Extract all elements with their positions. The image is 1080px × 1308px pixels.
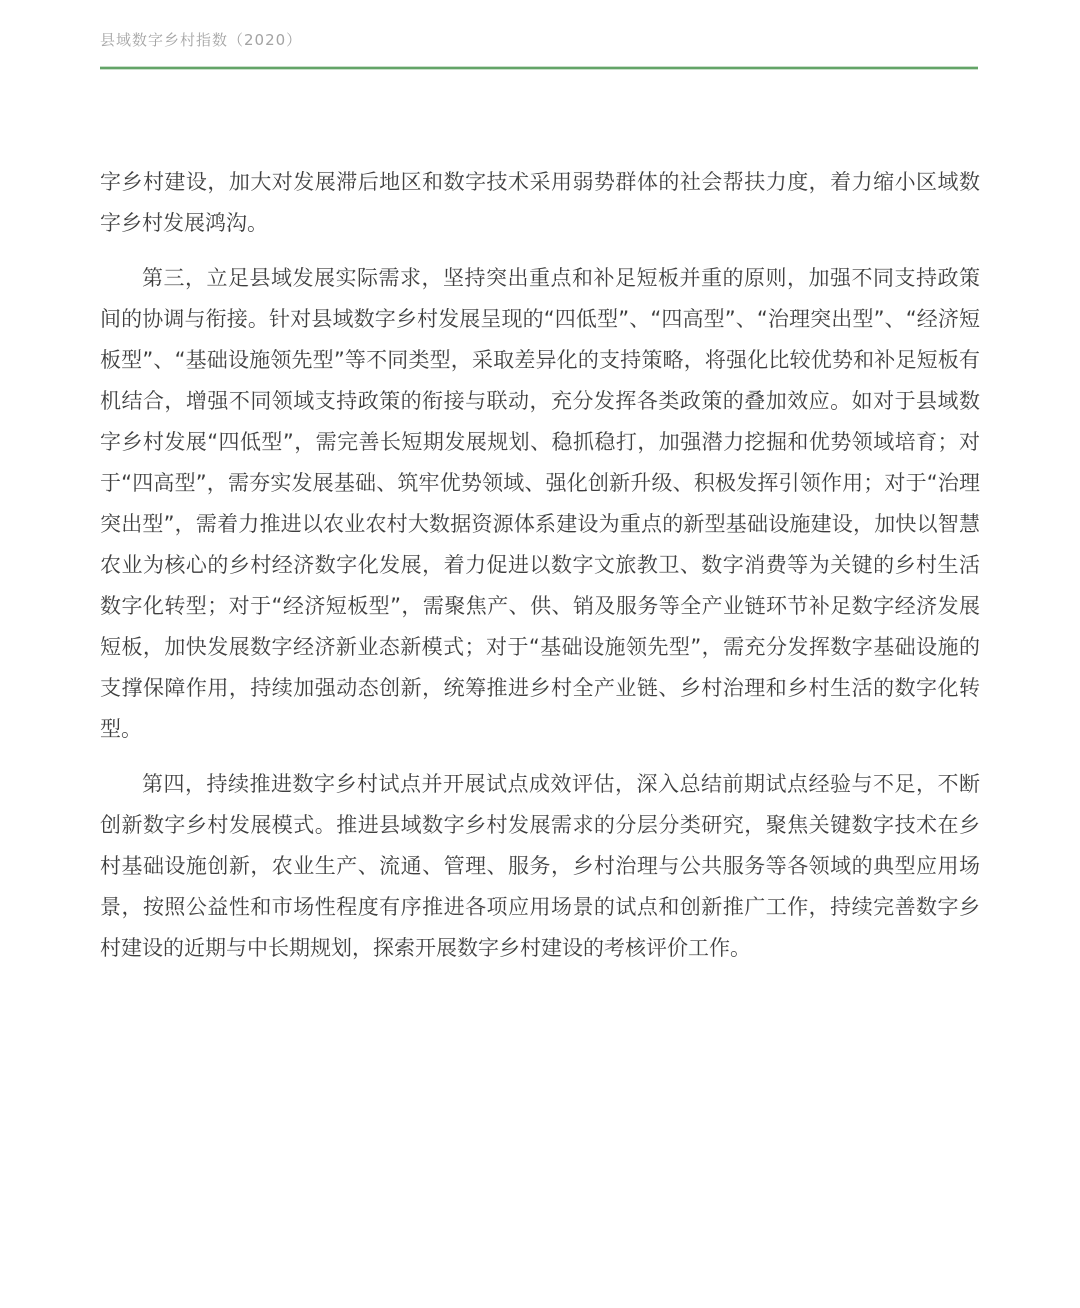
body-paragraph-continuation: 字乡村建设，加大对发展滞后地区和数字技术采用弱势群体的社会帮扶力度，着力缩小区域数字乡村发展鸿沟。 (100, 170, 980, 235)
header-divider-rule (100, 67, 978, 69)
running-head-title: 县域数字乡村指数（2020） (100, 31, 303, 49)
body-paragraph-third-point: 第三，立足县域发展实际需求，坚持突出重点和补足短板并重的原则，加强不同支持政策间的协调与衔接。针对县域数字乡村发展呈现的“四低型”、“四高型”、“治理突出型”、“经济短板型”、“基础设施领先型”等不同类型，采取差异化的支持策略，将强化比较优势和补足短板有机结合，增强不同领域支持政策的衔接与联动，充分发挥各类政策的叠加效应。如对于县域数字乡村发展“四低型”，需完善长短期发展规划、稳抓稳打，加强潜力挖掘和优势领域培育；对于“四高型”，需夯实发展基础、筑牢优势领域、强化创新升级、积极发挥引领作用；对于“治理突出型”，需着力推进以农业农村大数据资源体系建设为重点的新型基础设施建设，加快以智慧农业为核心的乡村经济数字化发展，着力促进以数字文旅教卫、数字消费等为关键的乡村生活数字化转型；对于“经济短板型”，需聚焦产、供、销及服务等全产业链环节补足数字经济发展短板，加快发展数字经济新业态新模式；对于“基础设施领先型”，需充分发挥数字基础设施的支撑保障作用，持续加强动态创新，统筹推进乡村全产业链、乡村治理和乡村生活的数字化转型。 (100, 266, 980, 741)
body-paragraph-fourth-point: 第四，持续推进数字乡村试点并开展试点成效评估，深入总结前期试点经验与不足，不断创新数字乡村发展模式。推进县域数字乡村发展需求的分层分类研究，聚焦关键数字技术在乡村基础设施创新，农业生产、流通、管理、服务，乡村治理与公共服务等各领域的典型应用场景，按照公益性和市场性程度有序推进各项应用场景的试点和创新推广工作，持续完善数字乡村建设的近期与中长期规划，探索开展数字乡村建设的考核评价工作。 (100, 772, 980, 960)
document-body (100, 162, 980, 983)
